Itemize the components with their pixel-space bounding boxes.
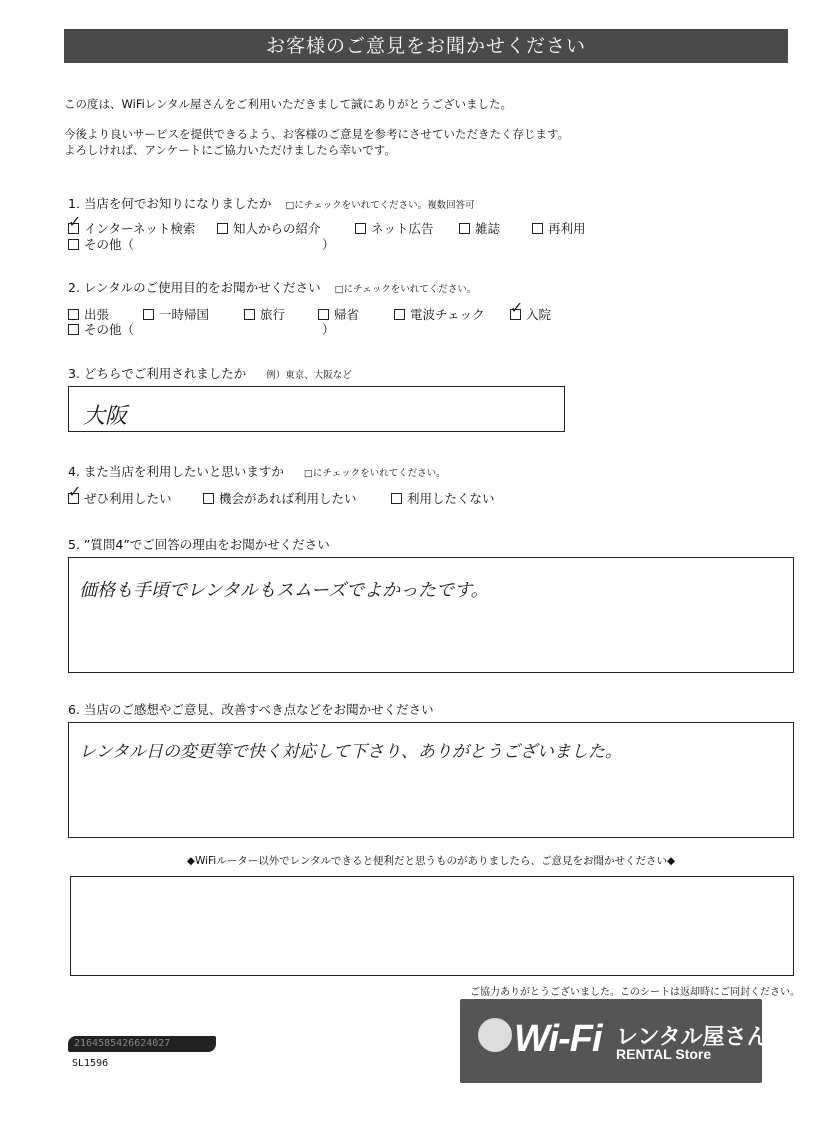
q2-label-text: 2. レンタルのご使用目的をお聞かせください — [68, 280, 321, 295]
q7-answer-box[interactable] — [70, 876, 794, 976]
q1-option-other[interactable] — [68, 235, 134, 253]
intro-line-2: 今後より良いサービスを提供できるよう、お客様のご意見を参考にさせていただきたく存じます。 — [64, 127, 570, 141]
q1-option-2[interactable] — [355, 219, 434, 237]
checkbox[interactable] — [143, 309, 154, 320]
q1-label-text: 1. 当店を何でお知りになりましたか — [68, 196, 272, 211]
checkbox[interactable] — [391, 493, 402, 504]
checkbox[interactable] — [318, 309, 329, 320]
q1-note: □にチェックをいれてください。複数回答可 — [285, 200, 475, 211]
checkbox[interactable] — [68, 324, 79, 335]
q4-label — [68, 462, 446, 480]
q2-option-2-label: 旅行 — [260, 307, 286, 322]
q2-option-4[interactable] — [394, 305, 485, 323]
checkbox[interactable] — [355, 223, 366, 234]
q1-option-2-label: ネット広告 — [371, 221, 434, 236]
q1-option-1-label: 知人からの紹介 — [233, 221, 321, 236]
q2-option-5-label: 入院 — [526, 307, 552, 322]
q1-other-label: その他（ — [84, 237, 135, 252]
q2-other-label: その他（ — [84, 322, 135, 337]
q3-answer: 大阪 — [83, 404, 128, 429]
q3-note: 例）東京、大阪など — [266, 370, 352, 381]
barcode: 2164585426624027 — [68, 1036, 216, 1052]
q2-note: □にチェックをいれてください。 — [334, 284, 477, 295]
q2-option-other[interactable] — [68, 320, 134, 338]
q2-option-4-label: 電波チェック — [410, 307, 485, 322]
q6-answer: レンタル日の変更等で快く対応して下さり、ありがとうございました。 — [79, 742, 622, 762]
q2-label — [68, 278, 476, 296]
q5-label: 5. ”質問4”でご回答の理由をお聞かせください — [68, 537, 330, 552]
logo-jp-text: レンタル屋さん — [616, 1024, 769, 1049]
q3-label-text: 3. どちらでご利用されましたか — [68, 366, 247, 381]
checkbox-checked[interactable] — [510, 309, 521, 320]
logo-en-text: RENTAL Store — [616, 1046, 712, 1062]
q4-option-1-label: 機会があれば利用したい — [219, 491, 357, 506]
q1-option-4[interactable] — [532, 219, 586, 237]
q4-note: □にチェックをいれてください。 — [303, 468, 446, 479]
q4-option-2-label: 利用したくない — [407, 491, 495, 506]
checkbox-checked[interactable] — [68, 493, 79, 504]
q1-option-0-label: インターネット検索 — [84, 221, 196, 236]
sheet-code: SL1596 — [72, 1058, 109, 1069]
checkbox[interactable] — [217, 223, 228, 234]
q7-label: ◆WiFiルーター以外でレンタルできると便利だと思うものがありましたら、ご意見をお聞かせください◆ — [186, 855, 676, 867]
q4-option-1[interactable] — [203, 489, 357, 507]
q1-label — [68, 194, 475, 212]
q2-other-close: ） — [322, 322, 335, 337]
q4-option-2[interactable] — [391, 489, 495, 507]
checkbox[interactable] — [203, 493, 214, 504]
q2-option-2[interactable] — [244, 305, 285, 323]
page-title: お客様のご意見をお聞かせください — [64, 29, 788, 63]
checkbox[interactable] — [459, 223, 470, 234]
checkbox-checked[interactable] — [68, 223, 79, 234]
q4-option-0-label: ぜひ利用したい — [84, 491, 172, 506]
intro-line-3: よろしければ、アンケートにご協力いただけましたら幸いです。 — [64, 143, 396, 157]
checkbox[interactable] — [68, 309, 79, 320]
q1-option-4-label: 再利用 — [548, 221, 586, 236]
q2-option-1-label: 一時帰国 — [159, 307, 210, 322]
logo-wifi-text: Wi-Fi — [514, 1018, 602, 1060]
q1-option-1[interactable] — [217, 219, 321, 237]
q4-option-0[interactable] — [68, 489, 172, 507]
checkbox[interactable] — [532, 223, 543, 234]
checkbox[interactable] — [68, 239, 79, 250]
q5-answer-box[interactable] — [68, 557, 794, 673]
q5-answer: 価格も手頃でレンタルもスムーズでよかったです。 — [79, 580, 489, 601]
q2-option-3-label: 帰省 — [334, 307, 360, 322]
q2-option-1[interactable] — [143, 305, 209, 323]
checkbox[interactable] — [394, 309, 405, 320]
thanks-note: ご協力ありがとうございました。このシートは返却時にご同封ください。 — [470, 987, 800, 998]
checkbox[interactable] — [244, 309, 255, 320]
q2-option-5[interactable] — [510, 305, 551, 323]
q1-option-3-label: 雑誌 — [475, 221, 501, 236]
q3-answer-box[interactable] — [68, 386, 565, 432]
mascot-icon — [478, 1018, 512, 1052]
q6-answer-box[interactable] — [68, 722, 794, 838]
q1-option-3[interactable] — [459, 219, 500, 237]
intro-line-1: この度は、WiFiレンタル屋さんをご利用いただきまして誠にありがとうございました。 — [64, 97, 513, 111]
q4-label-text: 4. また当店を利用したいと思いますか — [68, 464, 284, 479]
q2-option-0-label: 出張 — [84, 307, 110, 322]
q3-label — [68, 364, 352, 382]
q6-label: 6. 当店のご感想やご意見、改善すべき点などをお聞かせください — [68, 702, 434, 717]
q1-other-close: ） — [322, 237, 335, 252]
